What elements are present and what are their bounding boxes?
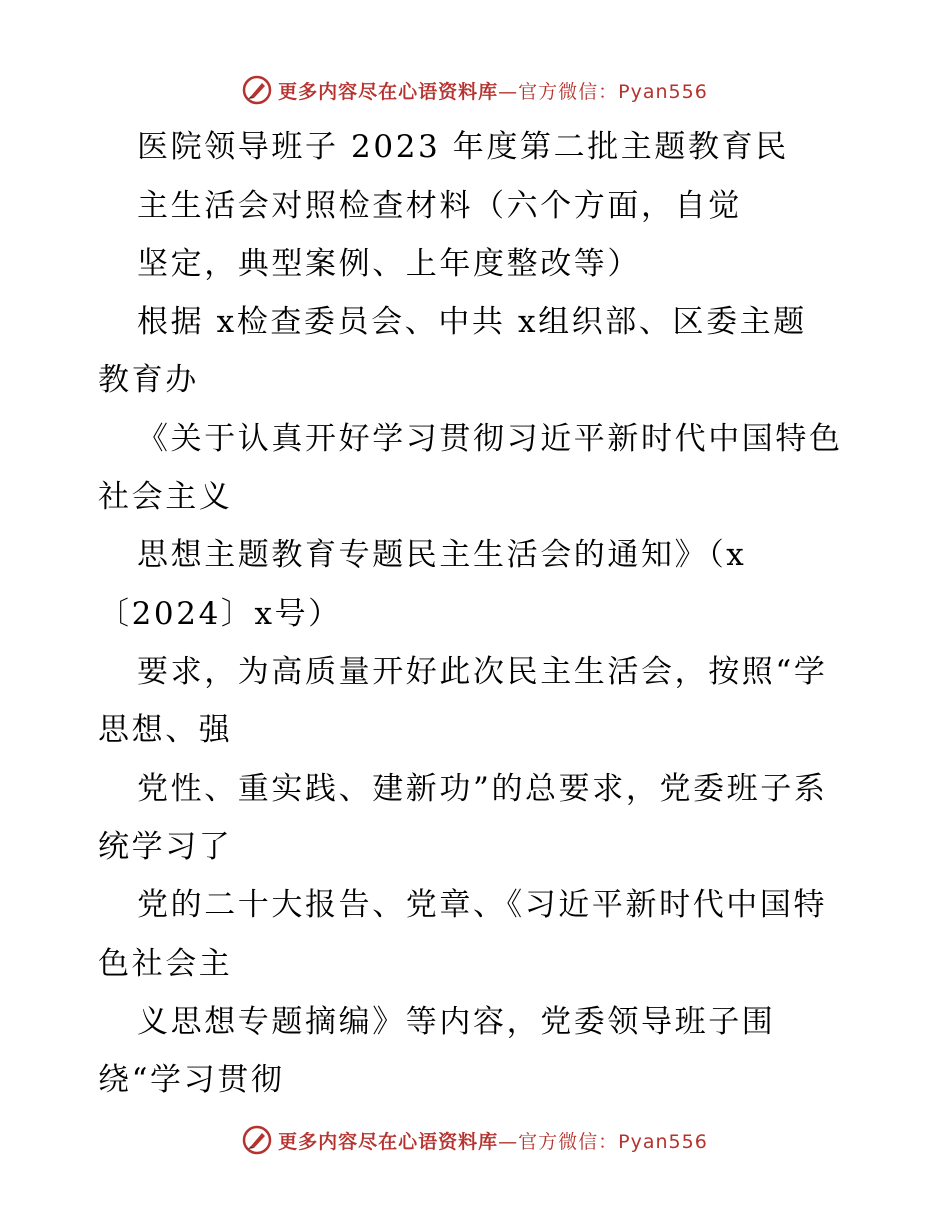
footer-watermark [0, 1120, 950, 1160]
pen-logo-icon [242, 75, 272, 105]
body-line: 色社会主 [98, 946, 233, 982]
watermark-text: 更多内容尽在心语资料库—官方微信：Pyan556 [278, 1130, 708, 1153]
body-line: 思想、强 [98, 712, 233, 748]
pen-logo-icon [242, 1125, 272, 1155]
header-watermark [0, 70, 950, 110]
body-line: 〔2024〕x号） [98, 596, 342, 632]
body-line: 社会主义 [98, 479, 233, 515]
body-line: 根据 x检查委员会、中共 x组织部、区委主题 [137, 304, 807, 340]
body-line: 统学习了 [98, 829, 233, 865]
body-line: 《关于认真开好学习贯彻习近平新时代中国特色 [137, 421, 843, 457]
title-line-2: 主生活会对照检查材料（六个方面，自觉 [137, 188, 742, 224]
body-line: 党性、重实践、建新功”的总要求，党委班子系 [137, 771, 828, 807]
body-line: 思想主题教育专题民主生活会的通知》（x [137, 537, 747, 573]
body-line: 绕“学习贯彻 [98, 1062, 285, 1098]
body-line: 党的二十大报告、党章、《习近平新时代中国特 [137, 887, 828, 923]
body-line: 教育办 [98, 362, 199, 398]
body-line: 义思想专题摘编》等内容，党委领导班子围 [137, 1004, 776, 1040]
watermark-text: 更多内容尽在心语资料库—官方微信：Pyan556 [278, 80, 708, 103]
title-line-1: 医院领导班子 2023 年度第二批主题教育民 [137, 129, 789, 165]
body-line: 要求，为高质量开好此次民主生活会，按照“学 [137, 654, 828, 690]
title-line-3: 坚定，典型案例、上年度整改等） [137, 246, 641, 282]
